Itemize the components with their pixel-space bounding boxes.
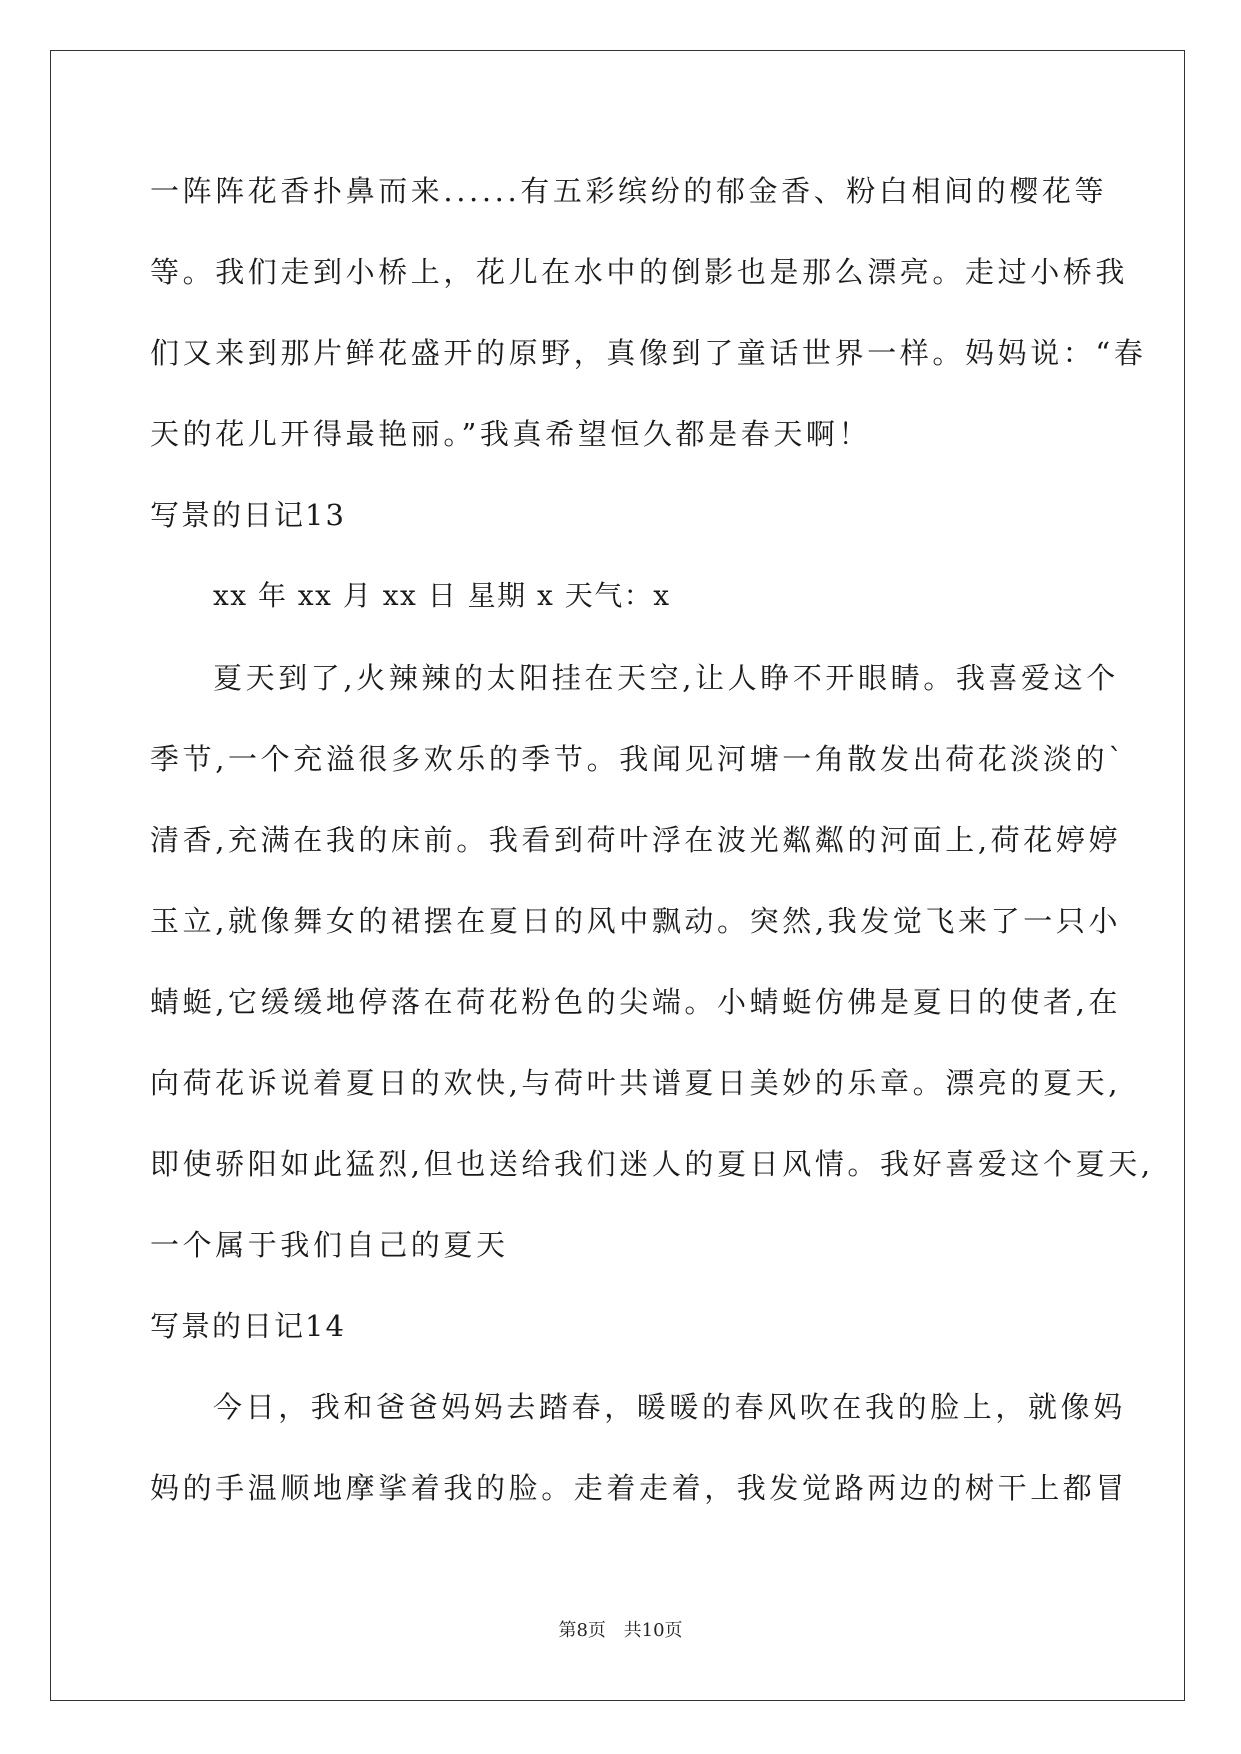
body-line: 天的花儿开得最艳丽。”我真希望恒久都是春天啊！ xyxy=(150,417,872,451)
body-line: 今日，我和爸爸妈妈去踏春，暖暖的春风吹在我的脸上，就像妈 xyxy=(213,1390,1126,1424)
body-line: 妈的手温顺地摩挲着我的脸。走着走着，我发觉路两边的树干上都冒 xyxy=(150,1471,1129,1505)
body-line: 一阵阵花香扑鼻而来......有五彩缤纷的郁金香、粉白相间的樱花等 xyxy=(150,174,1108,208)
body-line: 蜻蜓,它缓缓地停落在荷花粉色的尖端。小蜻蜓仿佛是夏日的使者,在 xyxy=(150,985,1122,1019)
body-line: 清香,充满在我的床前。我看到荷叶浮在波光粼粼的河面上,荷花婷婷 xyxy=(150,823,1122,857)
body-line: 季节,一个充溢很多欢乐的季节。我闻见河塘一角散发出荷花淡淡的` xyxy=(150,742,1127,776)
body-line: 即使骄阳如此猛烈,但也送给我们迷人的夏日风情。我好喜爱这个夏天, xyxy=(150,1147,1154,1181)
body-line: 向荷花诉说着夏日的欢快,与荷叶共谱夏日美妙的乐章。漂亮的夏天, xyxy=(150,1066,1122,1100)
body-line: 夏天到了,火辣辣的太阳挂在天空,让人睁不开眼睛。我喜爱这个 xyxy=(213,661,1119,695)
page-border xyxy=(50,50,1185,1701)
body-line: 一个属于我们自己的夏天 xyxy=(150,1228,509,1262)
page-footer xyxy=(0,1616,1241,1642)
body-line: 等。我们走到小桥上，花儿在水中的倒影也是那么漂亮。走过小桥我 xyxy=(150,255,1129,289)
body-line: 玉立,就像舞女的裙摆在夏日的风中飘动。突然,我发觉飞来了一只小 xyxy=(150,904,1122,938)
page-number: 第8页 xyxy=(558,1620,606,1641)
page-total: 共10页 xyxy=(623,1620,683,1641)
date-weather-line: xx 年 xx 月 xx 日 星期 x 天气：x xyxy=(213,579,671,612)
diary-heading-13: 写景的日记13 xyxy=(150,498,346,532)
diary-heading-14: 写景的日记14 xyxy=(150,1309,346,1343)
body-line: 们又来到那片鲜花盛开的原野，真像到了童话世界一样。妈妈说：“春 xyxy=(150,336,1147,370)
